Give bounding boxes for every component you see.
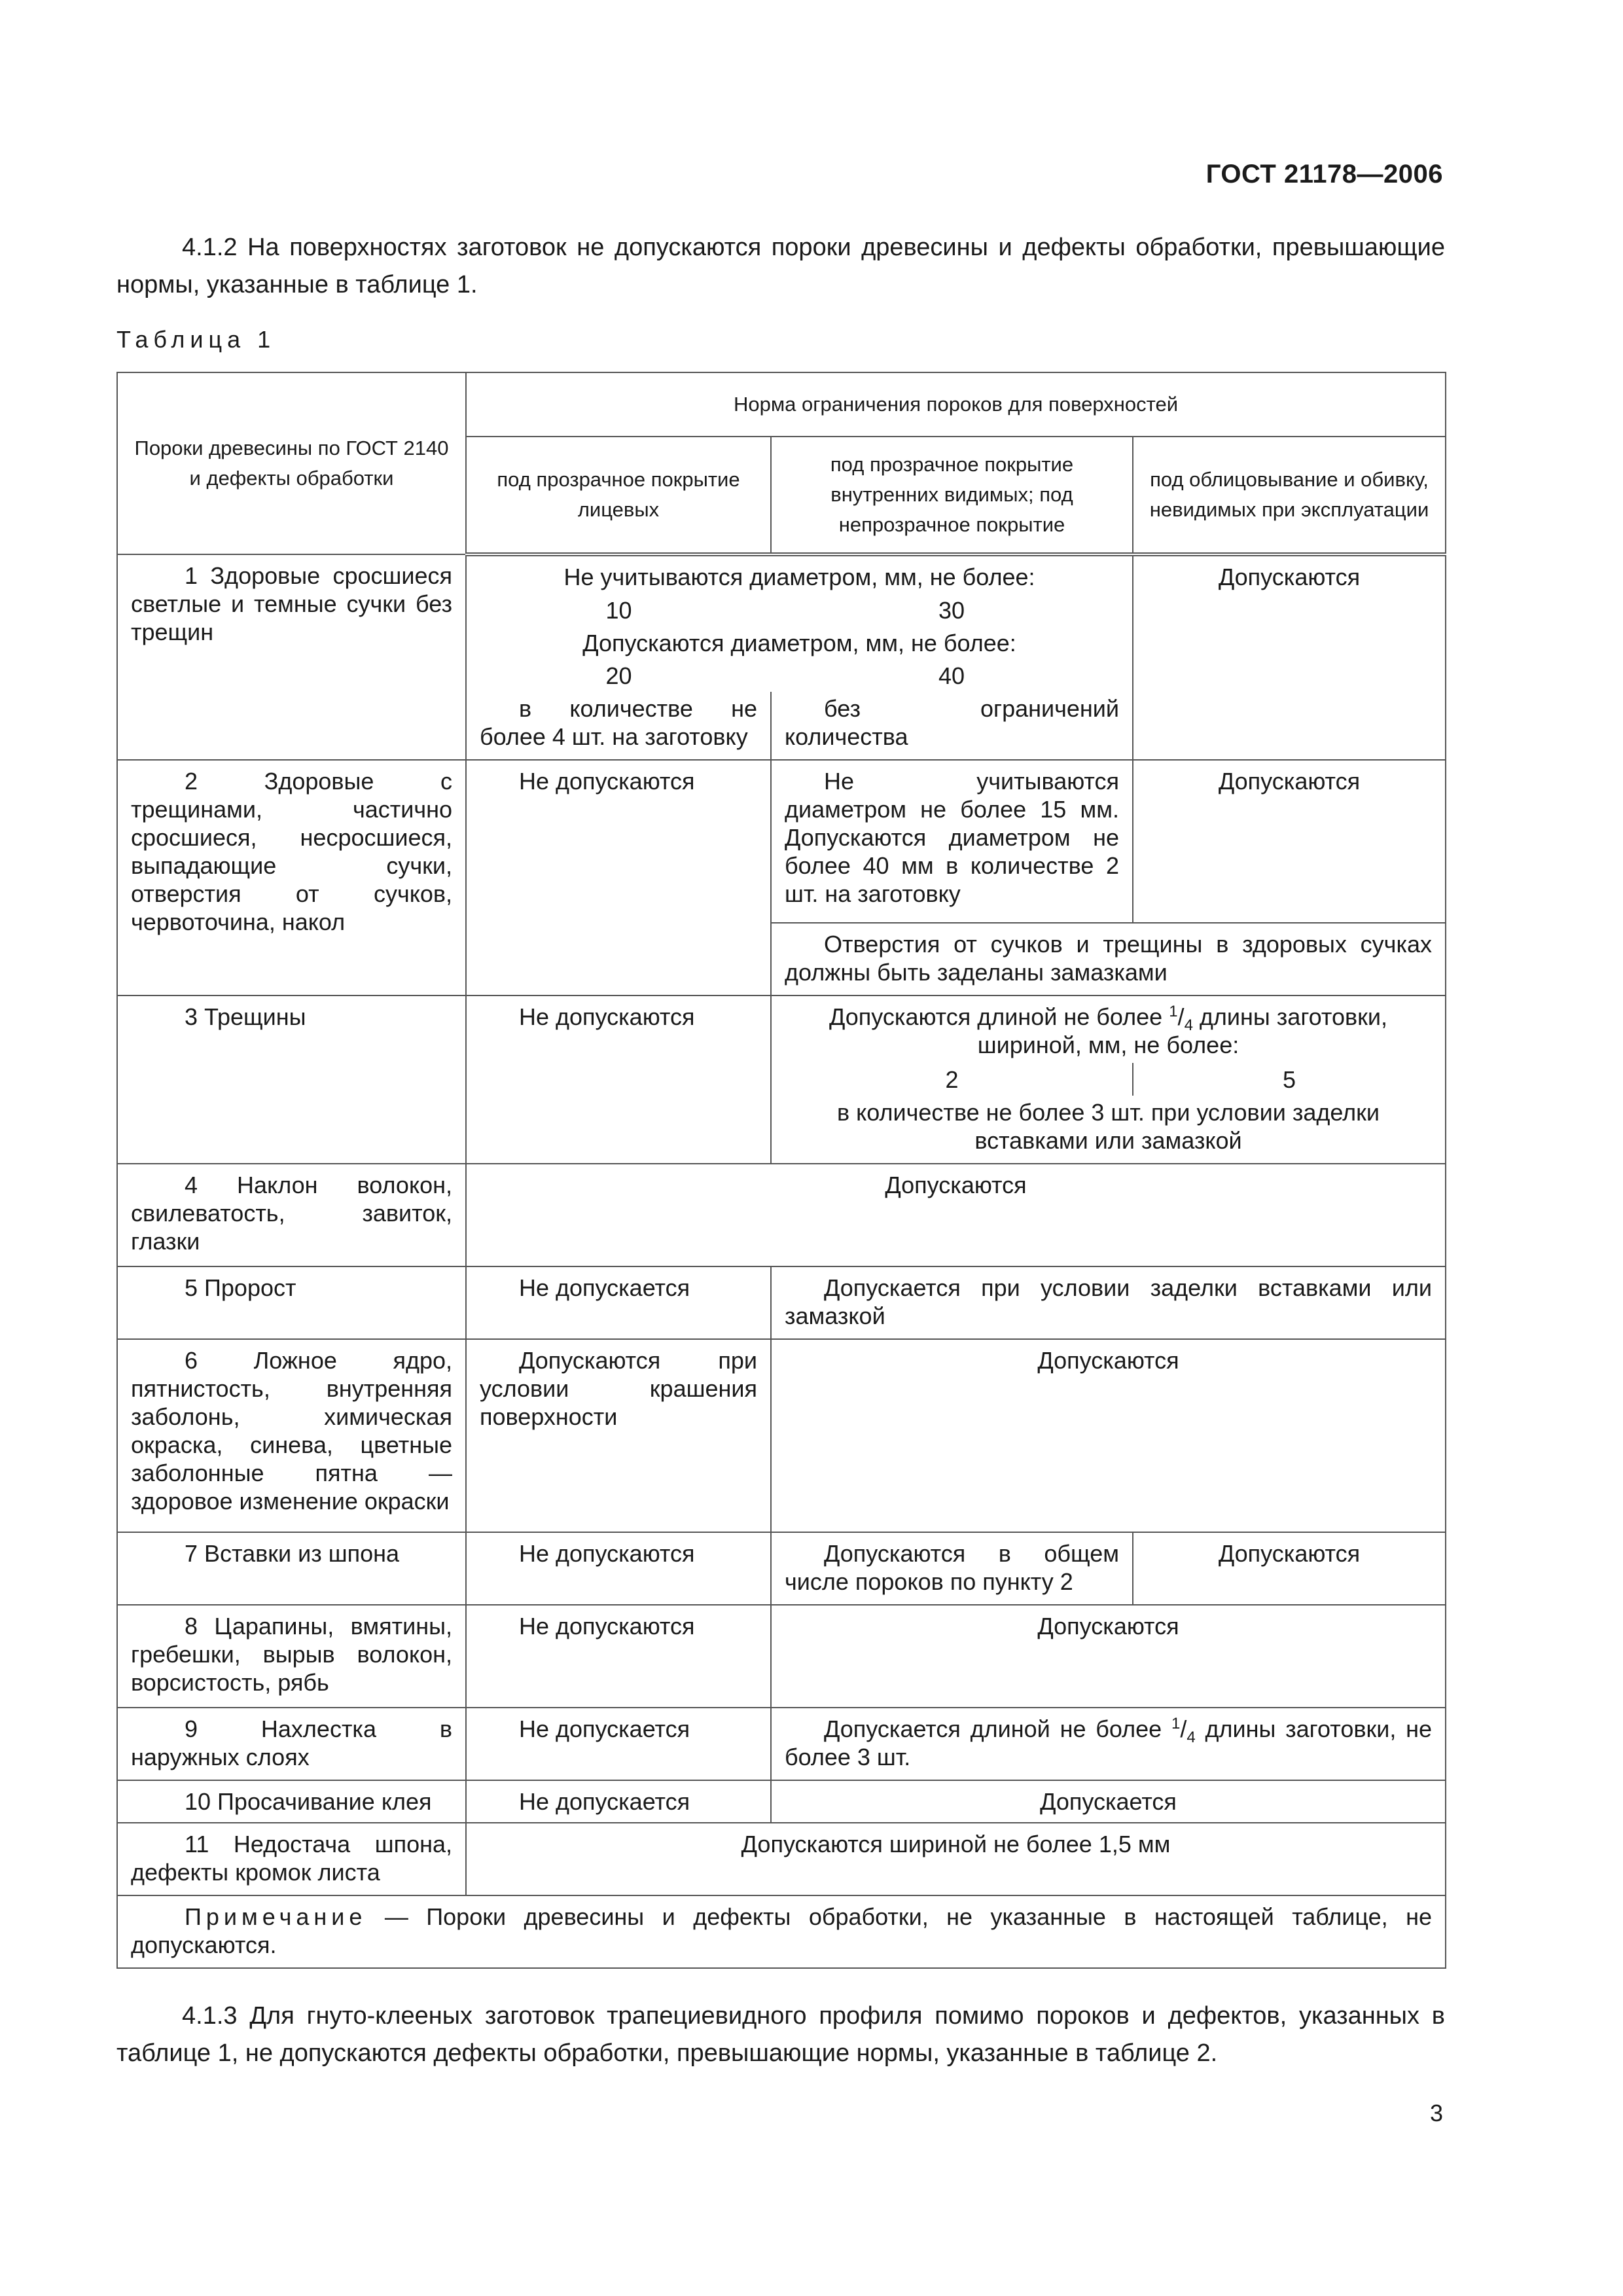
row10-col34: Допускается — [771, 1780, 1446, 1823]
row3-tail: в количестве не более 3 шт. при условии заделки вставками или замазкой — [771, 1096, 1446, 1164]
row3-col2: Не допускаются — [466, 996, 771, 1164]
row7-col3: Допускаются в общем числе пороков по пункту 2 — [771, 1532, 1133, 1605]
row1-value-10: 10 — [466, 594, 771, 626]
paragraph-4-1-3-text: 4.1.3 Для гнуто-клееных заготовок трапециевидного профиля помимо пороков и дефектов, указанных в таблице 1, не допускаются дефекты обработки, превышающие нормы, указанные в таблице 2. — [116, 2002, 1445, 2067]
row5-defect-name: 5 Пророст — [117, 1266, 466, 1339]
standard-number: ГОСТ 21178—2006 — [1205, 160, 1443, 188]
row1-value-30: 30 — [771, 594, 1133, 626]
col-header-inner: под прозрачное покрытие внутренних видимых; под непрозрачное покрытие — [771, 437, 1133, 554]
defects-table — [116, 372, 1446, 1969]
row7-col2: Не допускаются — [466, 1532, 771, 1605]
row9-text-post: длины заготовки, не более 3 шт. — [785, 1715, 1433, 1770]
row9-frac-den: 4 — [1186, 1728, 1196, 1746]
table-label: Таблица 1 — [116, 326, 276, 353]
paragraph-4-1-3 — [116, 1998, 1445, 2072]
row7-defect-name: 7 Вставки из шпона — [117, 1532, 466, 1605]
row1-count-limit: в количестве не более 4 шт. на заготовку — [466, 692, 771, 760]
row1-value-40: 40 — [771, 659, 1133, 692]
row1-allowed: Допускаются диаметром, мм, не более: — [466, 626, 1133, 659]
row2-col2: Не допускаются — [466, 760, 771, 996]
row2-defect-name: 2 Здоровые с трещинами, частично сросшиеся, несросшиеся, выпадающие сучки, отверстия от сучков, червоточина, накол — [117, 760, 466, 996]
row9-frac-num: 1 — [1171, 1714, 1181, 1732]
paragraph-4-1-2 — [116, 229, 1445, 304]
row10-col2: Не допускается — [466, 1780, 771, 1823]
note-text: — Пороки древесины и дефекты обработки, не указанные в настоящей таблице, не допускаются. — [131, 1903, 1433, 1958]
col-header-face: под прозрачное покрытие лицевых — [466, 437, 771, 554]
paragraph-4-1-2-text: 4.1.2 На поверхностях заготовок не допускаются пороки древесины и дефекты обработки, превышающие нормы, указанные в таблице 1. — [116, 234, 1445, 298]
row3-value-5: 5 — [1133, 1063, 1446, 1096]
col-header-hidden: под облицовывание и обивку, невидимых при эксплуатации — [1133, 437, 1446, 554]
row3-text-post: длины заготовки, шириной, мм, не более: — [977, 1003, 1387, 1058]
row8-defect-name: 8 Царапины, вмятины, гребешки, вырыв волокон, ворсистость, рябь — [117, 1605, 466, 1708]
row6-col2: Допускаются при условии крашения поверхности — [466, 1339, 771, 1532]
row9-text-pre: Допускается длиной не более — [824, 1715, 1171, 1742]
group-header-norms: Норма ограничения пороков для поверхностей — [466, 372, 1446, 437]
row3-frac-den: 4 — [1184, 1016, 1193, 1034]
row8-col34: Допускаются — [771, 1605, 1446, 1708]
row3-allowed: Допускаются длиной не более $^1/_4$ длины заготовки, шириной, мм, не более: — [771, 996, 1446, 1064]
row3-text-pre: Допускаются длиной не более — [829, 1003, 1169, 1030]
row5-col2: Не допускается — [466, 1266, 771, 1339]
row9-col34: Допускается длиной не более $^1/_4$ длины заготовки, не более 3 шт. — [771, 1708, 1446, 1780]
table-note — [117, 1895, 1446, 1968]
row1-col4: Допускаются — [1133, 554, 1446, 760]
note-label: Примечание — [185, 1903, 367, 1930]
row3-frac-num: 1 — [1169, 1002, 1178, 1020]
row11-defect-name: 11 Недостача шпона, дефекты кромок листа — [117, 1823, 466, 1895]
row4-value: Допускаются — [466, 1164, 1446, 1266]
row9-defect-name: 9 Нахлестка в наружных слоях — [117, 1708, 466, 1780]
row11-value: Допускаются шириной не более 1,5 мм — [466, 1823, 1446, 1895]
row3-value-2: 2 — [771, 1063, 1133, 1096]
row2-col4: Допускаются — [1133, 760, 1446, 923]
row9-col2: Не допускается — [466, 1708, 771, 1780]
page-number: 3 — [1429, 2100, 1443, 2126]
row1-not-counted: Не учитываются диаметром, мм, не более: — [466, 554, 1133, 594]
row8-col2: Не допускаются — [466, 1605, 771, 1708]
row7-col4: Допускаются — [1133, 1532, 1446, 1605]
row6-defect-name: 6 Ложное ядро, пятнистость, внутренняя заболонь, химическая окраска, синева, цветные заболонные пятна — здоровое изменение окраски — [117, 1339, 466, 1532]
row1-value-20: 20 — [466, 659, 771, 692]
row2-note: Отверстия от сучков и трещины в здоровых сучках должны быть заделаны замазками — [771, 923, 1446, 996]
row6-col34: Допускаются — [771, 1339, 1446, 1532]
col-header-defects: Пороки древесины по ГОСТ 2140 и дефекты обработки — [117, 372, 466, 554]
row2-col3: Не учитываются диаметром не более 15 мм. Допускаются диаметром не более 40 мм в количестве 2 шт. на заготовку — [771, 760, 1133, 923]
row1-no-limit: без ограничений количества — [771, 692, 1133, 760]
row5-col34: Допускается при условии заделки вставками или замазкой — [771, 1266, 1446, 1339]
row4-defect-name: 4 Наклон волокон, свилеватость, завиток, глазки — [117, 1164, 466, 1266]
row3-defect-name: 3 Трещины — [117, 996, 466, 1164]
row10-defect-name: 10 Просачивание клея — [117, 1780, 466, 1823]
row1-defect-name: 1 Здоровые сросшиеся светлые и темные сучки без трещин — [117, 554, 466, 760]
